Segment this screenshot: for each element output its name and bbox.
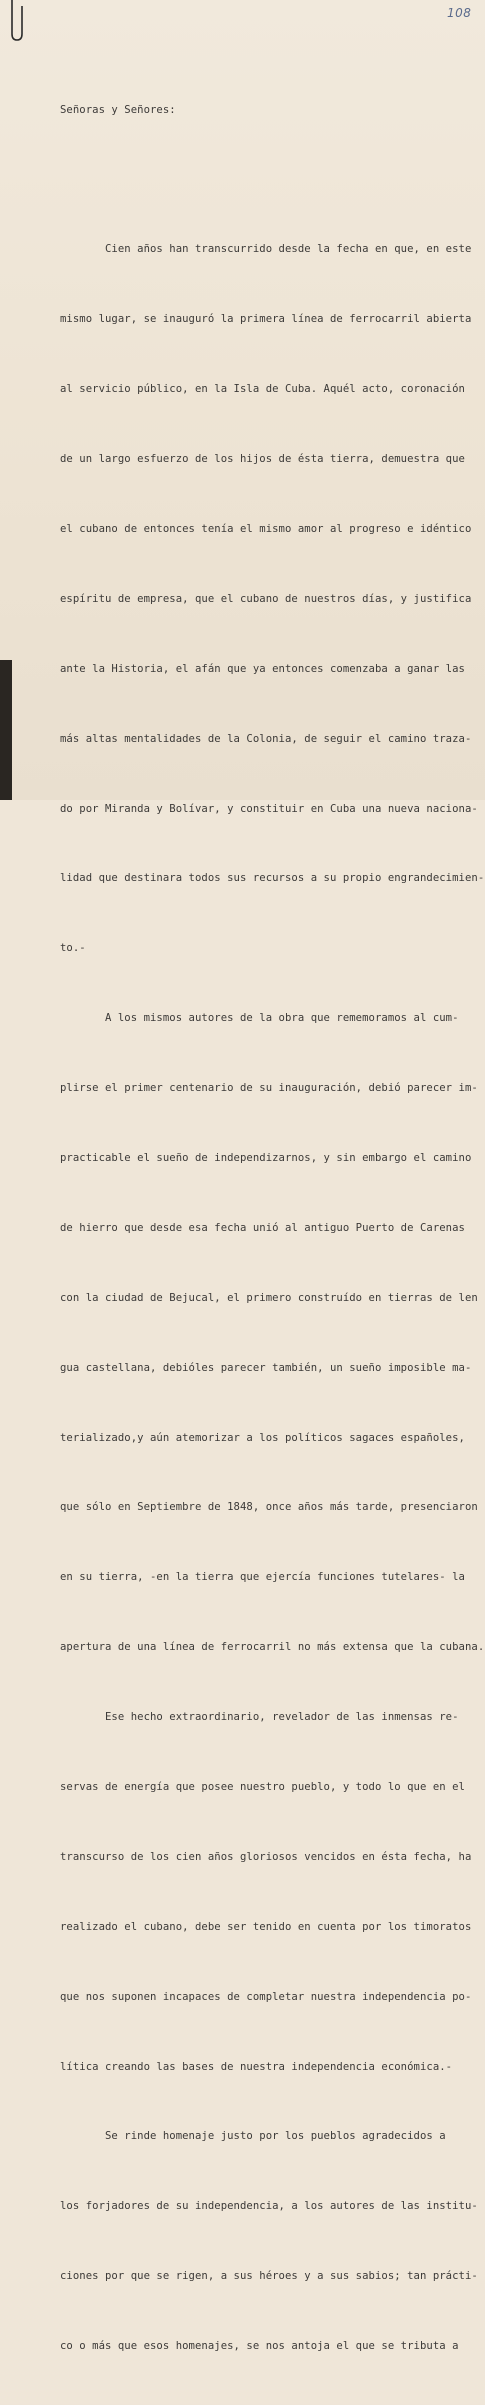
text-line: servas de energía que posee nuestro pueblo, y todo lo que en el [60, 1780, 465, 1793]
text-line: de hierro que desde esa fecha unió al antiguo Puerto de Carenas [60, 1221, 465, 1234]
text-line: plirse el primer centenario de su inauguración, debió parecer im- [60, 1082, 478, 1095]
text-line: al servicio público, en la Isla de Cuba. Aquél acto, coronación [60, 383, 465, 396]
text-line: terializado,y aún atemorizar a los políticos sagaces españoles, [60, 1431, 465, 1444]
text-line: lítica creando las bases de nuestra independencia económica.- [60, 2060, 453, 2073]
text-line: los forjadores de su independencia, a los autores de las institu- [60, 2200, 478, 2213]
binding-edge [0, 660, 12, 800]
text-line: practicable el sueño de independizarnos, y sin embargo el camino [60, 1151, 472, 1164]
text-line: do por Miranda y Bolívar, y constituir en Cuba una nueva naciona- [60, 802, 478, 815]
page-number: 108 [447, 6, 472, 20]
text-line: espíritu de empresa, que el cubano de nuestros días, y justifica [60, 592, 472, 605]
text-line: el cubano de entonces tenía el mismo amor al progreso e idéntico [60, 522, 472, 535]
text-line: en su tierra, -en la tierra que ejercía funciones tutelares- la [60, 1571, 465, 1584]
text-line: transcurso de los cien años gloriosos vencidos en ésta fecha, ha [60, 1850, 472, 1863]
text-line: lidad que destinara todos sus recursos a su propio engrandecimien- [60, 872, 485, 885]
text-line: Ese hecho extraordinario, revelador de las inmensas re- [60, 1711, 459, 1724]
text-line: realizado el cubano, debe ser tenido en cuenta por los timoratos [60, 1920, 472, 1933]
text-line: Cien años han transcurrido desde la fecha en que, en este [60, 243, 472, 256]
text-line: to.- [60, 942, 86, 955]
text-line: gua castellana, debióles parecer también, un sueño imposible ma- [60, 1361, 472, 1374]
text-line: con la ciudad de Bejucal, el primero construído en tierras de len [60, 1291, 478, 1304]
text-line: ante la Historia, el afán que ya entonces comenzaba a ganar las [60, 662, 465, 675]
text-line: mismo lugar, se inauguró la primera línea de ferrocarril abierta [60, 313, 472, 326]
text-line: Se rinde homenaje justo por los pueblos agradecidos a [60, 2130, 446, 2143]
text-line: que nos suponen incapaces de completar nuestra independencia po- [60, 1990, 472, 2003]
text-line: A los mismos autores de la obra que rememoramos al cum- [60, 1012, 459, 1025]
text-line: ciones por que se rigen, a sus héroes y a sus sabios; tan prácti- [60, 2270, 478, 2283]
text-line: más altas mentalidades de la Colonia, de seguir el camino traza- [60, 732, 472, 745]
text-line: apertura de una línea de ferrocarril no más extensa que la cubana. [60, 1641, 485, 1654]
typed-text-body [60, 52, 485, 2405]
text-line: de un largo esfuerzo de los hijos de ésta tierra, demuestra que [60, 453, 465, 466]
salutation: Señoras y Señores: [60, 103, 176, 116]
text-line: co o más que esos homenajes, se nos antoja el que se tributa a [60, 2340, 459, 2353]
text-line: que sólo en Septiembre de 1848, once años más tarde, presenciaron [60, 1501, 478, 1514]
paper-clip-icon [6, 0, 26, 42]
